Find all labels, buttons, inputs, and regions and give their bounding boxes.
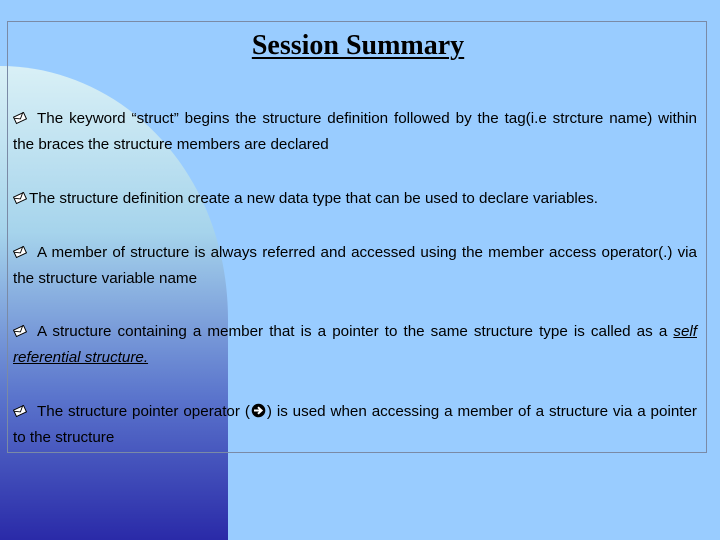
envelope-icon [13,324,27,338]
bullet-2-text: The structure definition create a new data type that can be used to declare variables. [29,190,599,207]
bullet-4-text: A structure containing a member that is a pointer to the same structure type is called as a [37,323,674,340]
envelope-icon [13,191,27,205]
bullet-1 [13,106,697,158]
right-arrow-circle-icon [250,401,267,416]
envelope-icon [13,245,27,259]
bullet-3-text: A member of structure is always referred and accessed using the member access operator(.) via the structure variable name [13,244,697,287]
envelope-icon [13,404,27,418]
bullet-5 [13,399,697,451]
bullet-4 [13,319,697,371]
bullet-5-text-after: ) is used when accessing a member of a structure via a pointer to the structure [13,403,697,446]
bullet-3 [13,240,697,292]
content-frame [7,21,707,453]
envelope-icon [13,111,27,125]
bullet-2 [13,186,697,212]
bullet-4-emphasis: self referential structure. [13,323,697,366]
page-title: Session Summary [251,30,465,61]
bullet-1-text: The keyword “struct” begins the structure definition followed by the tag(i.e strcture name) within the braces the structure members are declared [13,110,697,153]
bullet-5-text-before: The structure pointer operator ( [37,403,250,420]
